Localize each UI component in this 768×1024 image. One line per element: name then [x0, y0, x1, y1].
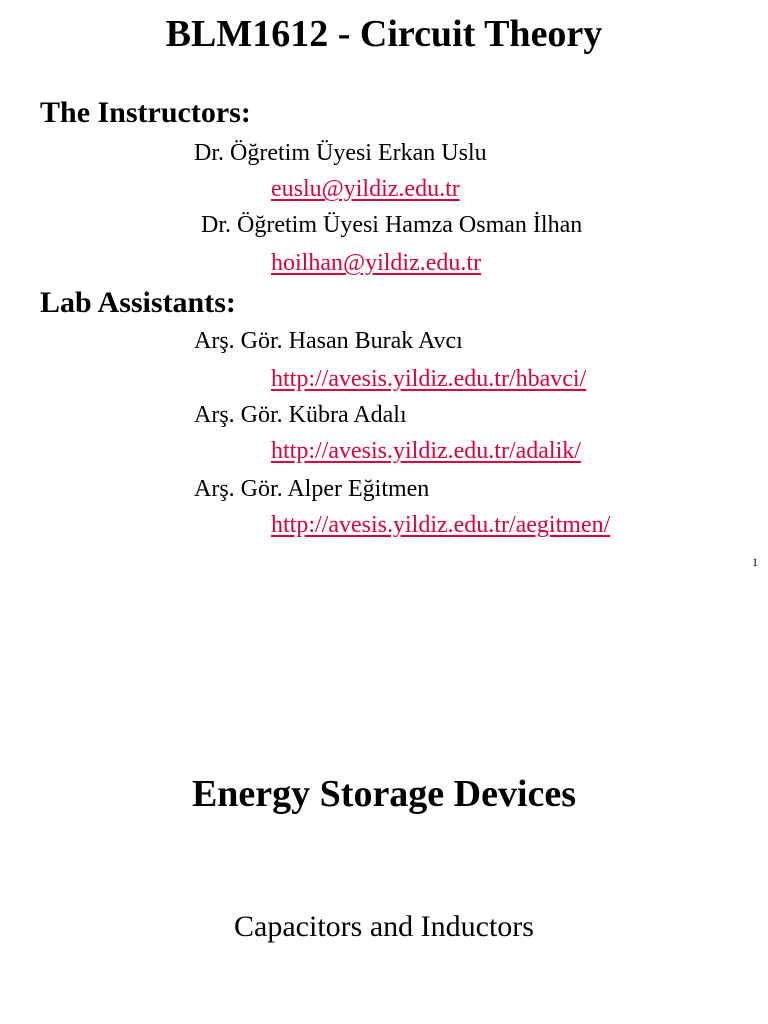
instructor-name: Dr. Öğretim Üyesi Erkan Uslu — [194, 140, 487, 166]
assistant-profile-link[interactable]: http://avesis.yildiz.edu.tr/hbavci/ — [271, 366, 587, 392]
assistant-profile-link[interactable]: http://avesis.yildiz.edu.tr/adalik/ — [271, 438, 581, 464]
page-number: 1 — [752, 555, 758, 569]
slide-title: BLM1612 - Circuit Theory — [165, 13, 603, 55]
assistant-name: Arş. Gör. Alper Eğitmen — [194, 476, 430, 502]
assistant-name: Arş. Gör. Hasan Burak Avcı — [194, 328, 463, 354]
assistant-profile-link[interactable]: http://avesis.yildiz.edu.tr/aegitmen/ — [271, 512, 611, 538]
instructor-email-link[interactable]: euslu@yildiz.edu.tr — [271, 176, 460, 202]
lab-assistants-heading: Lab Assistants: — [40, 286, 236, 319]
assistant-name: Arş. Gör. Kübra Adalı — [194, 402, 407, 428]
instructors-heading: The Instructors: — [40, 96, 251, 129]
section-subtitle: Capacitors and Inductors — [234, 910, 534, 943]
instructor-email-link[interactable]: hoilhan@yildiz.edu.tr — [271, 250, 482, 276]
instructor-name: Dr. Öğretim Üyesi Hamza Osman İlhan — [201, 212, 583, 238]
section-title: Energy Storage Devices — [191, 773, 577, 815]
